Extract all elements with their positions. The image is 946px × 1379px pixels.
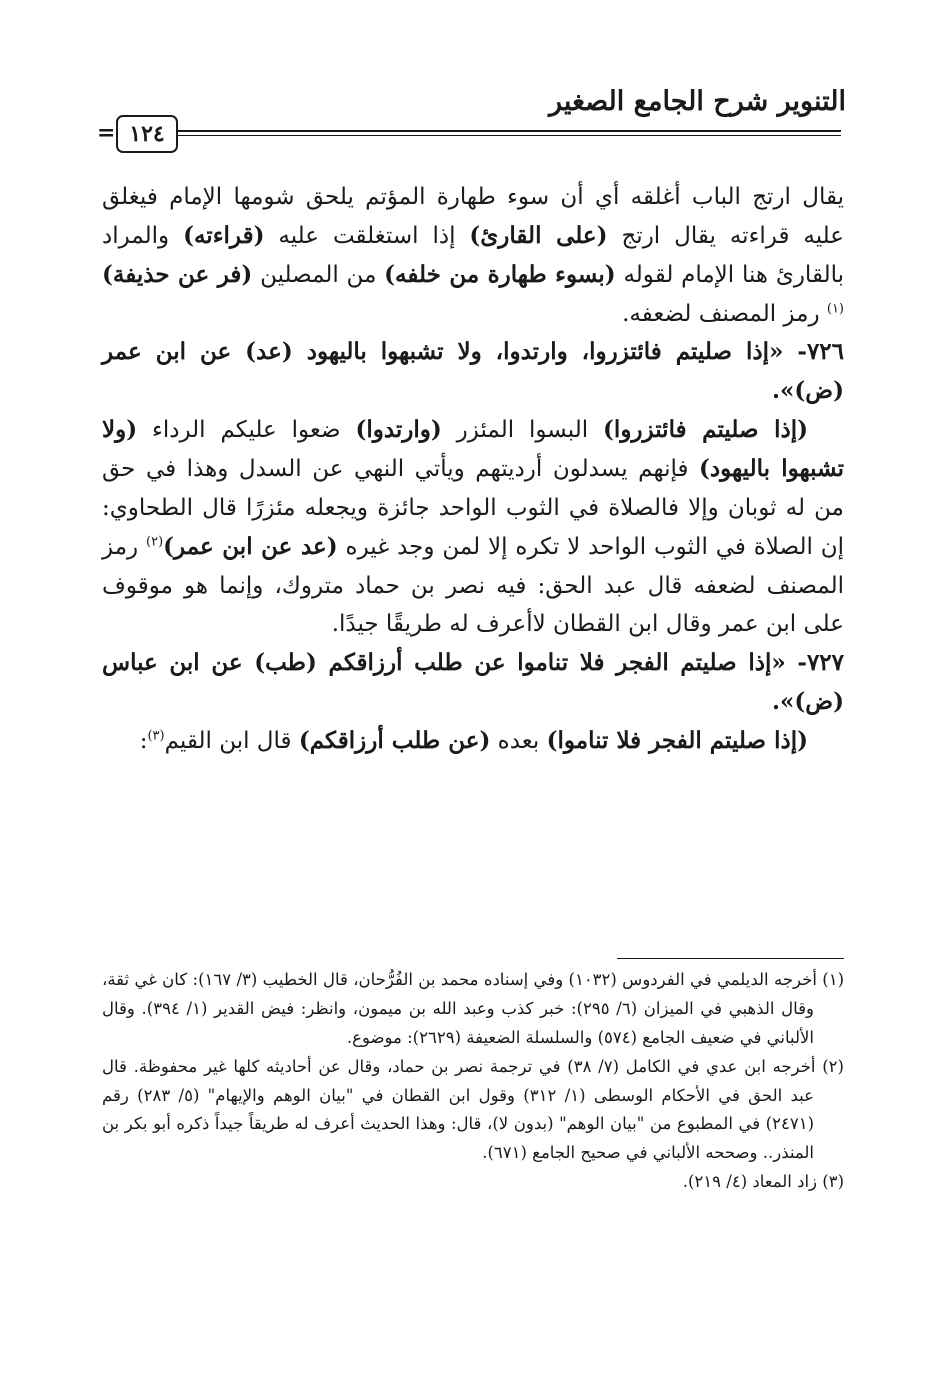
header-rule (175, 130, 841, 136)
paragraph-commentary-1: يقال ارتج الباب أغلقه أي أن سوء طهارة المؤتم يلحق شومها الإمام فيغلق عليه قراءته يقال ارتج (على القارئ) إذا استغلقت عليه (قراءته) والمراد بالقارئ هنا الإمام لقوله (بسوء طهارة من خلفه) من المصلين (فر عن حذيفة)$^{(١)}$ رمز المصنف لضعفه. (102, 184, 845, 327)
footnote-ref-3[interactable]: (٣) (147, 728, 165, 744)
footnote-ref-2[interactable]: (٢) (146, 534, 164, 550)
footnote-1: (١) أخرجه الديلمي في الفردوس (١٠٣٢) وفي إسناده محمد بن الفُرُّحان، قال الخطيب (٣/ ١٦٧): كان غي ثقة، وقال الذهبي في الميزان (٦/ ٢٩٥): خبر كذب وعبد الله بن ميمون، وانظر: فيض القدير (١/ ٣٩٤). وقال الألباني في ضعيف الجامع (٥٧٤) والسلسلة الضعيفة (٢٦٢٩): موضوع. (102, 970, 844, 1047)
footnote-ref-1[interactable]: (١) (826, 300, 844, 316)
running-title: التنوير شرح الجامع الصغير (549, 86, 846, 117)
paragraph-commentary-2: (إذا صليتم فائتزروا) البسوا المئزر (وارتدوا) ضعوا عليكم الرداء (ولا تشبهوا باليهود) فإنهم يسدلون أرديتهم ويأتي النهي عن السدل وهذا في حق من له ثوبان وإلا فالصلاة في الثوب الواحد جائزة ويجعله مئزرًا قال الطحاوي: إن الصلاة في الثوب الواحد لا تكره إلا لمن وجد غيره (عد عن ابن عمر)$^{(٢)}$ رمز المصنف لضعفه قال عبد الحق: فيه نصر بن حماد متروك، وإنما هو موقوف على ابن عمر وقال ابن القطان لاأعرف له طريقًا جيدًا. (102, 416, 845, 638)
footnote-separator (617, 958, 844, 959)
footnote-3: (٣) زاد المعاد (٤/ ٢١٩). (682, 1172, 844, 1192)
hadith-727: ٧٢٧- «إذا صليتم الفجر فلا تناموا عن طلب أرزاقكم (طب) عن ابن عباس (ض)». (102, 649, 844, 716)
page-number-box: ١٢٤ (116, 115, 178, 153)
footnote-2: (٢) أخرجه ابن عدي في الكامل (٧/ ٣٨) في ترجمة نصر بن حماد، وقال عن أحاديثه كلها غير محفوظة. قال عبد الحق في الأحكام الوسطى (١/ ٣١٢) وقول ابن القطان في "بيان الوهم والإيهام" (٥/ ٢٨٣) رقم (٢٤٧١) في المطبوع من "بيان الوهم" (بدون لا)، قال: وهذا الحديث أعرف له طريقاً جيداً ذكره أبو بكر بن المنذر.. وصححه الألباني في صحيح الجامع (٦٧١). (102, 1056, 844, 1163)
footnotes (102, 966, 844, 1197)
paragraph-commentary-3: (إذا صليتم الفجر فلا تناموا) بعده (عن طلب أرزاقكم) قال ابن القيم$^{(٣)}$: (139, 727, 808, 755)
main-text (102, 178, 844, 761)
page-number-ornament: = (97, 120, 116, 146)
hadith-726: ٧٢٦- «إذا صليتم فائتزروا، وارتدوا، ولا تشبهوا باليهود (عد) عن ابن عمر (ض)». (102, 338, 844, 405)
